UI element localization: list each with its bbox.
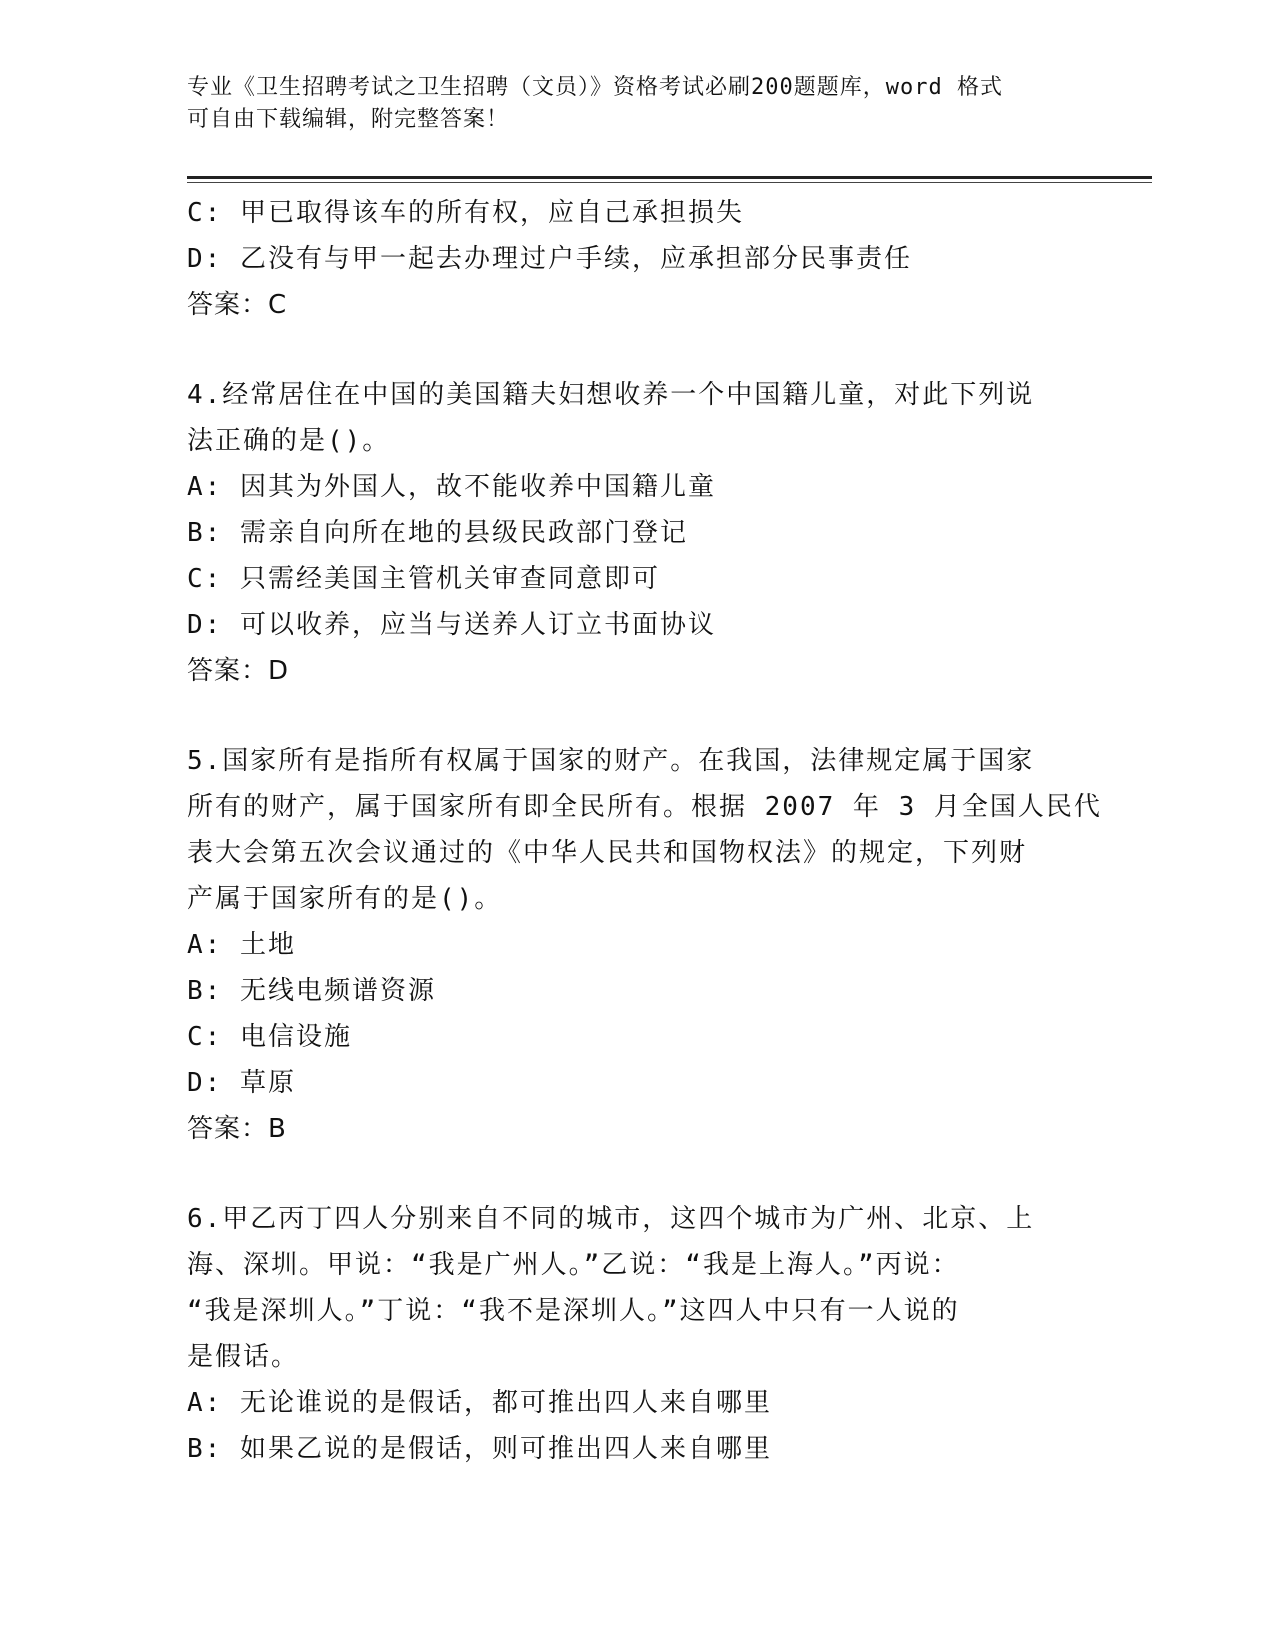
question-3-option-c: C: 甲已取得该车的所有权，应自己承担损失 <box>187 198 744 228</box>
question-4-answer: 答案：D <box>187 656 290 686</box>
question-4-stem-line-2: 法正确的是()。 <box>187 426 391 456</box>
question-6-option-b: B: 如果乙说的是假话，则可推出四人来自哪里 <box>187 1434 772 1464</box>
header-title-line-1: 专业《卫生招聘考试之卫生招聘（文员）》资格考试必刷200题题库，word 格式 <box>187 75 1003 100</box>
spacer <box>187 328 1087 372</box>
question-5-option-a: A: 土地 <box>187 930 296 960</box>
question-5-option-d: D: 草原 <box>187 1068 296 1098</box>
spacer <box>187 694 1087 738</box>
header-divider-thick <box>187 176 1152 179</box>
question-3 <box>187 190 1087 328</box>
header-title-line-2: 可自由下载编辑，附完整答案！ <box>187 107 510 132</box>
question-6-stem-line-4: 是假话。 <box>187 1342 300 1372</box>
question-4-option-a: A: 因其为外国人，故不能收养中国籍儿童 <box>187 472 716 502</box>
question-3-answer: 答案：C <box>187 290 288 320</box>
spacer <box>187 1152 1087 1196</box>
question-4 <box>187 372 1087 694</box>
question-6 <box>187 1196 1087 1472</box>
question-6-stem-line-1: 6.甲乙丙丁四人分别来自不同的城市，这四个城市为广州、北京、上 <box>187 1204 1035 1234</box>
question-4-option-b: B: 需亲自向所在地的县级民政部门登记 <box>187 518 688 548</box>
question-3-option-d: D: 乙没有与甲一起去办理过户手续，应承担部分民事责任 <box>187 244 912 274</box>
question-6-stem-line-2: 海、深圳。甲说：“我是广州人。”乙说：“我是上海人。”丙说： <box>187 1250 960 1280</box>
question-4-option-d: D: 可以收养，应当与送养人订立书面协议 <box>187 610 716 640</box>
question-4-stem-line-1: 4.经常居住在中国的美国籍夫妇想收养一个中国籍儿童，对此下列说 <box>187 380 1035 410</box>
question-5-option-b: B: 无线电频谱资源 <box>187 976 436 1006</box>
question-6-stem-line-3: “我是深圳人。”丁说：“我不是深圳人。”这四人中只有一人说的 <box>187 1296 960 1326</box>
question-4-option-c: C: 只需经美国主管机关审查同意即可 <box>187 564 660 594</box>
header-divider-thin <box>187 182 1152 183</box>
document-header <box>187 72 1067 136</box>
question-5-answer: 答案：B <box>187 1114 287 1144</box>
question-5-stem-line-1: 5.国家所有是指所有权属于国家的财产。在我国，法律规定属于国家 <box>187 746 1035 776</box>
question-5-stem-line-4: 产属于国家所有的是()。 <box>187 884 503 914</box>
question-5-stem-line-3: 表大会第五次会议通过的《中华人民共和国物权法》的规定，下列财 <box>187 838 1028 868</box>
question-6-option-a: A: 无论谁说的是假话，都可推出四人来自哪里 <box>187 1388 772 1418</box>
question-5-option-c: C: 电信设施 <box>187 1022 352 1052</box>
question-5 <box>187 738 1102 1152</box>
question-5-stem-line-2: 所有的财产，属于国家所有即全民所有。根据 2007 年 3 月全国人民代 <box>187 792 1102 822</box>
question-list <box>187 190 1102 1472</box>
